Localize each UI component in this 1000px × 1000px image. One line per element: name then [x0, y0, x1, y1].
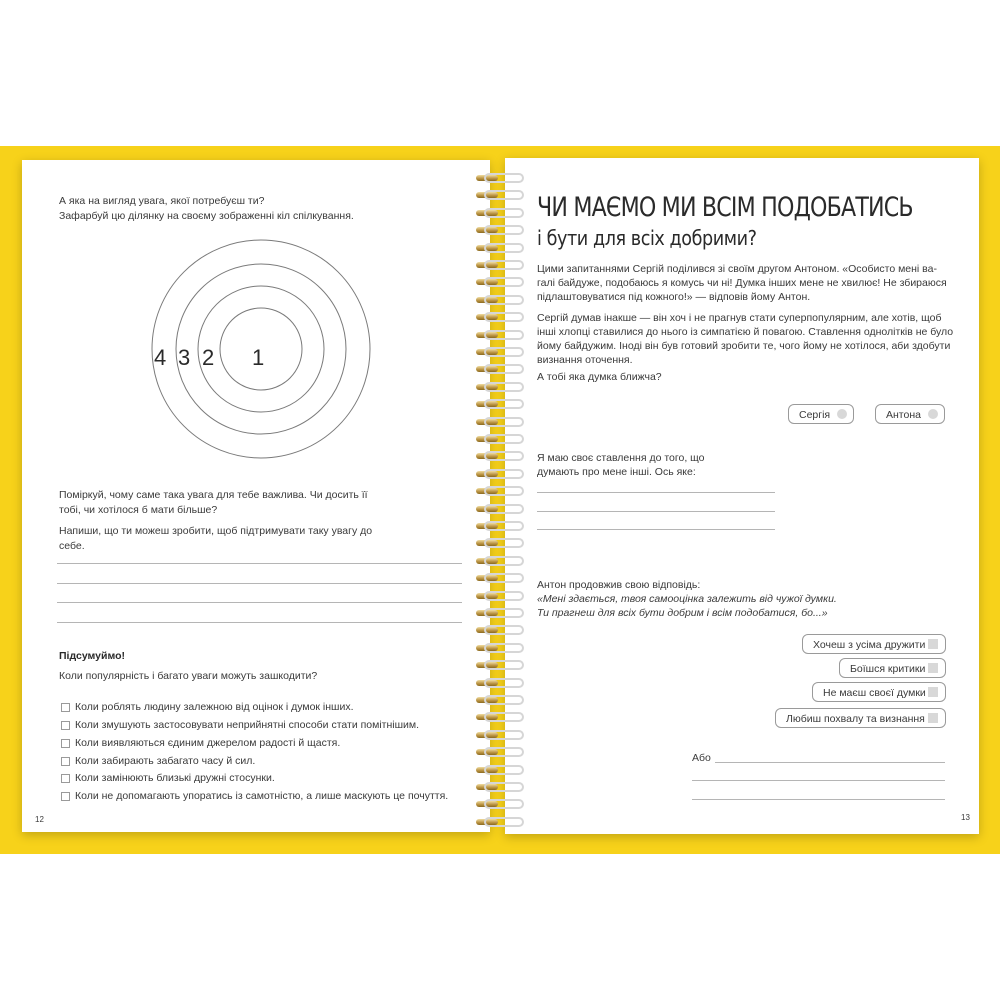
writing-line[interactable] [537, 511, 775, 512]
spiral-coil [470, 172, 530, 184]
spiral-coil [470, 781, 530, 793]
spiral-coil [470, 677, 530, 689]
option-fear-criticism[interactable] [839, 658, 946, 678]
spiral-coil [470, 485, 530, 497]
checkbox-icon [928, 663, 938, 673]
checkbox[interactable] [61, 774, 70, 783]
option-label: Хочеш з усіма дружити [813, 639, 926, 651]
spiral-coil [470, 711, 530, 723]
option-love-praise[interactable] [775, 708, 946, 728]
spiral-coil [470, 450, 530, 462]
spiral-coil [470, 764, 530, 776]
story-text: визнання оточення. [537, 354, 633, 366]
own-opinion-prompt: думають про мене інші. Ось яке: [537, 466, 696, 478]
checklist-item: Коли замінюють близькі дружні стосунки. [75, 772, 275, 784]
spiral-coil [470, 520, 530, 532]
left-page [22, 160, 490, 832]
page-subtitle: і бути для всіх добрими? [537, 226, 757, 250]
spiral-coil [470, 363, 530, 375]
spiral-coil [470, 346, 530, 358]
page-title: ЧИ МАЄМО МИ ВСІМ ПОДОБАТИСЬ [537, 192, 913, 223]
story-text: підлаштовуватися під кожного!» — відповів йому Антон. [537, 291, 811, 303]
spiral-coil [470, 276, 530, 288]
checklist-item: Коли змушують застосовувати неприйнятні способи стати помітнішим. [75, 719, 420, 731]
checkbox[interactable] [61, 792, 70, 801]
writing-line[interactable] [57, 583, 462, 584]
spiral-coil [470, 207, 530, 219]
writing-line[interactable] [537, 529, 775, 530]
spiral-coil [470, 294, 530, 306]
spiral-coil [470, 624, 530, 636]
ring-label-1: 1 [252, 345, 265, 370]
checklist-item: Коли роблять людину залежною від оцінок і думок інших. [75, 701, 354, 713]
spiral-coil [470, 242, 530, 254]
summary-heading: Підсумуймо! [59, 650, 125, 662]
checkbox[interactable] [61, 739, 70, 748]
spiral-coil [470, 311, 530, 323]
spiral-coil [470, 537, 530, 549]
write-prompt-1: Напиши, що ти можеш зробити, щоб підтримувати таку увагу до [59, 525, 373, 537]
spiral-binding [470, 162, 530, 830]
option-want-friends[interactable] [802, 634, 946, 654]
choice-label: Сергія [799, 409, 831, 421]
radio-circle-icon [837, 409, 847, 419]
anton-quote: Ти прагнеш для всіх бути добрим і всім подобатися, бо...» [537, 607, 828, 619]
spiral-coil [470, 798, 530, 810]
spiral-coil [470, 694, 530, 706]
spiral-coil [470, 659, 530, 671]
checkbox[interactable] [61, 721, 70, 730]
spiral-coil [470, 607, 530, 619]
attention-question: А яка на вигляд увага, якої потребуєш ти? [59, 195, 265, 207]
story-text: інші хлопці ставилися до нього із симпатією й повагою. Ставлення однолітків не було [537, 326, 954, 338]
coloring-instruction: Зафарбуй цю ділянку на своєму зображенні кіл спілкування. [59, 210, 354, 222]
reflect-text-1: Поміркуй, чому саме така увага для тебе важлива. Чи досить її [59, 489, 368, 501]
ring-label-2: 2 [202, 345, 215, 370]
anton-quote: «Мені здається, твоя самооцінка залежить від чужої думки. [537, 593, 837, 605]
anton-intro: Антон продовжив свою відповідь: [537, 579, 701, 591]
spiral-coil [470, 433, 530, 445]
writing-line[interactable] [537, 492, 775, 493]
story-text: Сергій думав інакше — він хоч і не прагнув стати суперпопулярним, але хотів, щоб [537, 312, 942, 324]
spiral-coil [470, 398, 530, 410]
spiral-coil [470, 224, 530, 236]
choice-anton-button[interactable] [875, 404, 945, 424]
or-label: Або [692, 752, 711, 764]
story-text: йому байдужим. Іноді він був готовий зробити те, чого йому не хотілося, аби здобути [537, 340, 951, 352]
spiral-coil [470, 816, 530, 828]
spiral-coil [470, 729, 530, 741]
writing-line[interactable] [57, 563, 462, 564]
reflect-text-2: тобі, чи хотілося б мати більше? [59, 504, 218, 516]
summary-question: Коли популярність і багато уваги можуть зашкодити? [59, 670, 318, 682]
spiral-coil [470, 572, 530, 584]
writing-line[interactable] [57, 622, 462, 623]
spiral-coil [470, 329, 530, 341]
story-text: галі байдуже, подобаюсь я комусь чи ні! Думка інших мене не хвилює! Не збираюся [537, 277, 947, 289]
ring-label-4: 4 [154, 345, 167, 370]
spiral-coil [470, 746, 530, 758]
checklist-item: Коли забирають забагато часу й сил. [75, 755, 256, 767]
writing-line[interactable] [715, 762, 945, 763]
spiral-coil [470, 555, 530, 567]
spiral-coil [470, 503, 530, 515]
choice-label: Антона [886, 409, 921, 421]
spiral-coil [470, 590, 530, 602]
spiral-coil [470, 416, 530, 428]
spiral-coil [470, 189, 530, 201]
checklist-item: Коли виявляються єдиним джерелом радості й щастя. [75, 737, 341, 749]
checkbox-icon [928, 713, 938, 723]
write-prompt-2: себе. [59, 540, 85, 552]
option-label: Боїшся критики [850, 663, 926, 675]
radio-circle-icon [928, 409, 938, 419]
spiral-coil [470, 642, 530, 654]
option-label: Не маєш своєї думки [823, 687, 926, 699]
right-page [505, 158, 979, 834]
spiral-coil [470, 259, 530, 271]
story-text: Цими запитаннями Сергій поділився зі своїм другом Антоном. «Особисто мені ва- [537, 263, 937, 275]
writing-line[interactable] [692, 780, 945, 781]
writing-line[interactable] [57, 602, 462, 603]
page-number-left: 12 [35, 815, 44, 824]
option-label: Любиш похвалу та визнання [786, 713, 925, 725]
checkbox[interactable] [61, 757, 70, 766]
page-number-right: 13 [961, 813, 970, 822]
option-no-opinion[interactable] [812, 682, 946, 702]
choice-sergiy-button[interactable] [788, 404, 854, 424]
checklist-item: Коли не допомагають упоратись із самотністю, а лише маскують це почуття. [75, 790, 449, 802]
checkbox-icon [928, 687, 938, 697]
checkbox-icon [928, 639, 938, 649]
checkbox[interactable] [61, 703, 70, 712]
spiral-coil [470, 381, 530, 393]
writing-line[interactable] [692, 799, 945, 800]
spiral-coil [470, 468, 530, 480]
opinion-question: А тобі яка думка ближча? [537, 371, 662, 383]
own-opinion-prompt: Я маю своє ставлення до того, що [537, 452, 705, 464]
ring-label-3: 3 [178, 345, 191, 370]
